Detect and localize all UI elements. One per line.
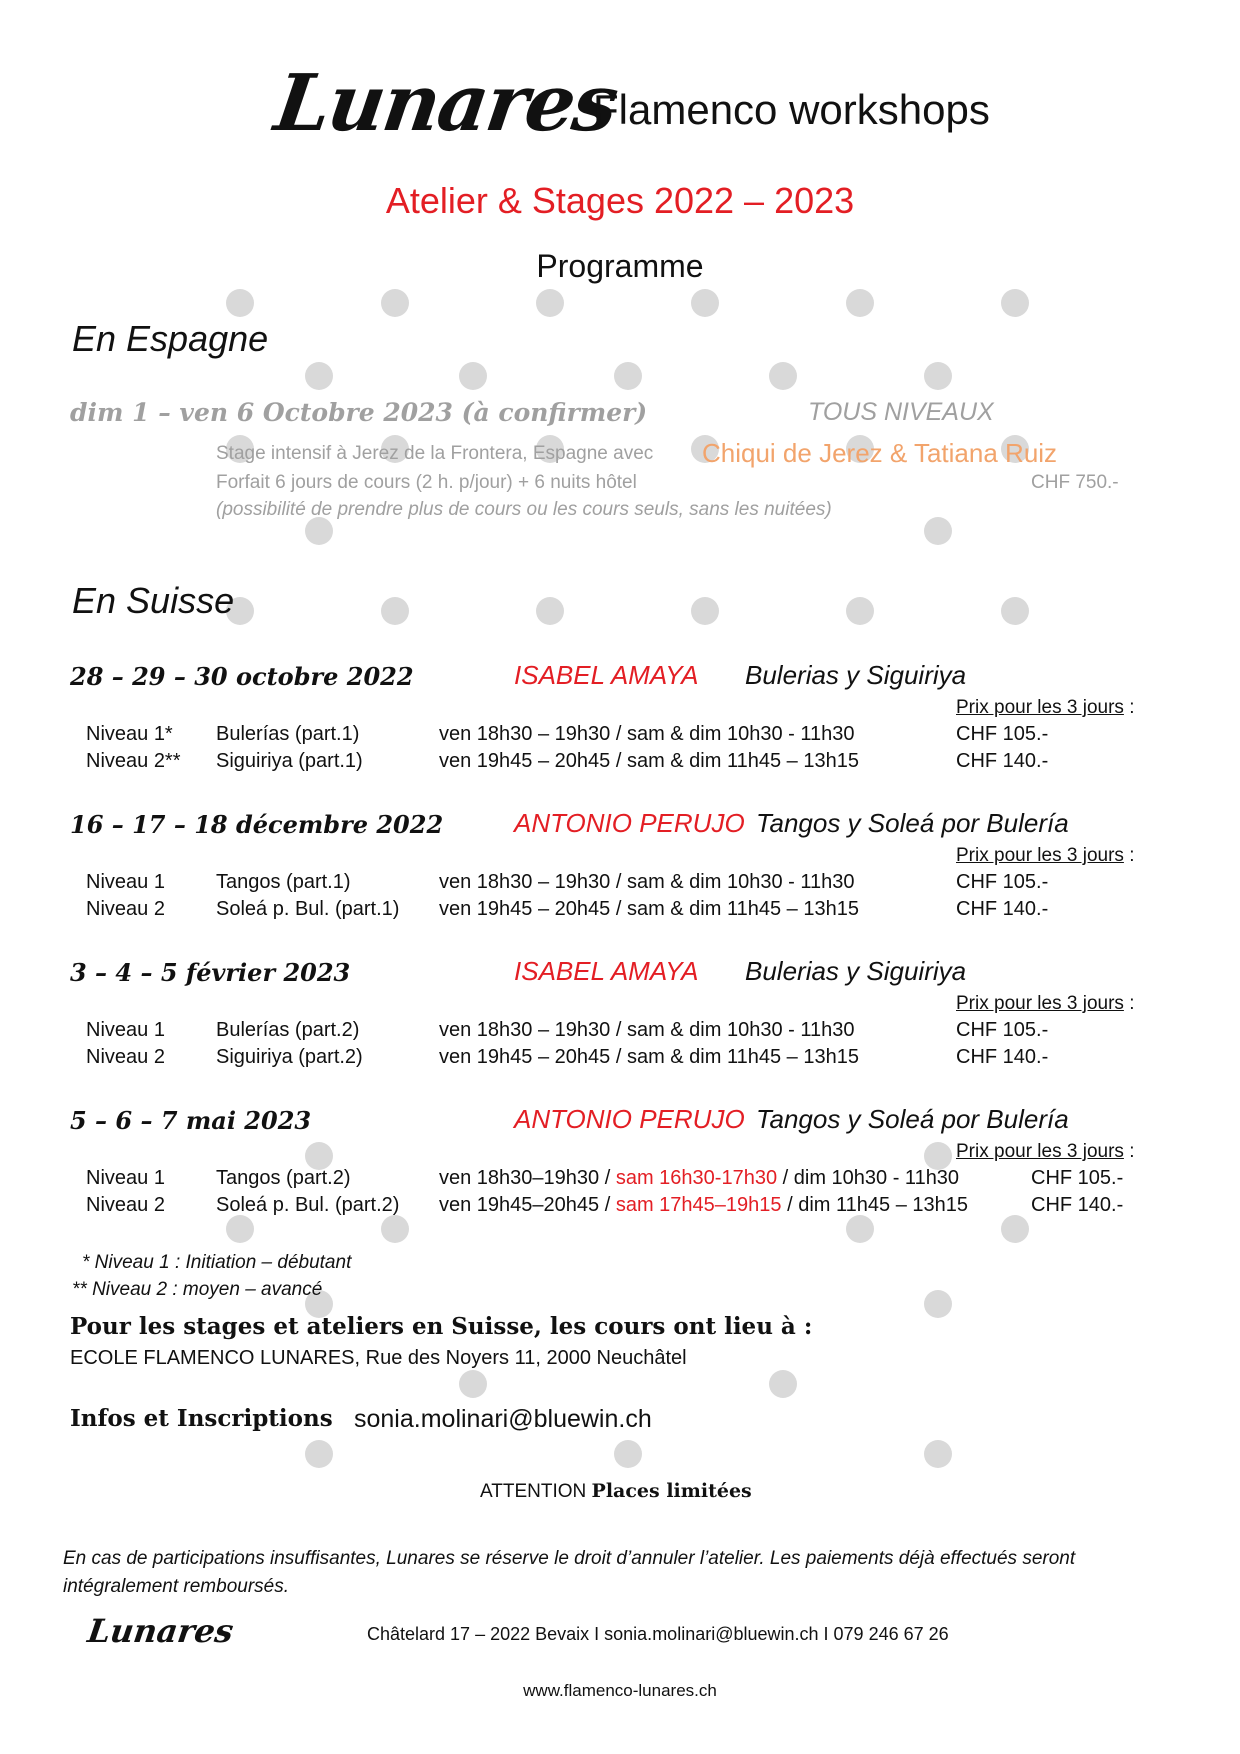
price-label: Prix pour les 3 jours :	[956, 1141, 1135, 1162]
table-cell-prix: CHF 140.-	[956, 750, 1049, 772]
event-artist: ISABEL AMAYA	[514, 956, 699, 986]
lunares-logo-small: Lunares	[85, 1612, 236, 1650]
price-label: Prix pour les 3 jours :	[956, 845, 1135, 866]
table-cell-cours: Siguiriya (part.2)	[216, 1046, 363, 1068]
spain-line3: (possibilité de prendre plus de cours ou les cours seuls, sans les nuitées)	[216, 499, 832, 520]
spain-line2: Forfait 6 jours de cours (2 h. p/jour) + 6 nuits hôtel	[216, 472, 637, 493]
table-cell-horaire: ven 19h45 – 20h45 / sam & dim 11h45 – 13h15	[439, 898, 859, 920]
event-artist: ISABEL AMAYA	[514, 660, 699, 690]
spain-date: dim 1 – ven 6 Octobre 2023 (à confirmer)	[70, 398, 648, 427]
location-address: ECOLE FLAMENCO LUNARES, Rue des Noyers 11, 2000 Neuchâtel	[70, 1347, 687, 1369]
event-date: 16 – 17 – 18 décembre 2022	[70, 810, 444, 839]
event-date: 5 – 6 – 7 mai 2023	[70, 1106, 312, 1135]
event-date: 28 – 29 – 30 octobre 2022	[70, 662, 414, 691]
table-cell-cours: Soleá p. Bul. (part.1)	[216, 898, 400, 920]
spain-level: TOUS NIVEAUX	[808, 398, 994, 426]
table-cell-cours: Bulerías (part.1)	[216, 723, 360, 745]
section-heading-suisse: En Suisse	[72, 580, 235, 621]
event-artist: ANTONIO PERUJO	[514, 1104, 745, 1134]
note-niveau-1: * Niveau 1 : Initiation – débutant	[82, 1252, 352, 1273]
spain-line1: Stage intensif à Jerez de la Frontera, Espagne avec	[216, 443, 654, 464]
table-cell-horaire: ven 19h45 – 20h45 / sam & dim 11h45 – 13h15	[439, 750, 859, 772]
subtitle: Flamenco workshops	[593, 86, 990, 133]
table-cell-prix: CHF 140.-	[956, 898, 1049, 920]
table-cell-prix: CHF 105.-	[956, 1019, 1049, 1041]
table-cell-cours: Bulerías (part.2)	[216, 1019, 360, 1041]
contact-email-link[interactable]: sonia.molinari@bluewin.ch	[354, 1405, 652, 1433]
event-title: Bulerias y Siguiriya	[745, 660, 967, 690]
table-cell-cours: Tangos (part.1)	[216, 871, 351, 893]
table-cell-niveau: Niveau 2	[86, 1194, 165, 1216]
table-cell-cours: Siguiriya (part.1)	[216, 750, 363, 772]
table-cell-horaire: ven 18h30 – 19h30 / sam & dim 10h30 - 11h30	[439, 723, 855, 745]
event-title: Tangos y Soleá por Bulería	[756, 1104, 1069, 1134]
footer-address: Châtelard 17 – 2022 Bevaix I sonia.molinari@bluewin.ch I 079 246 67 26	[367, 1624, 949, 1644]
table-cell-niveau: Niveau 2	[86, 898, 165, 920]
table-cell-horaire: ven 18h30–19h30 / sam 16h30-17h30 / dim 10h30 - 11h30	[439, 1167, 960, 1189]
table-cell-horaire: ven 19h45 – 20h45 / sam & dim 11h45 – 13h15	[439, 1046, 859, 1068]
table-cell-horaire: ven 18h30 – 19h30 / sam & dim 10h30 - 11h30	[439, 871, 855, 893]
table-cell-prix: CHF 105.-	[1031, 1167, 1124, 1189]
event-title: Bulerias y Siguiriya	[745, 956, 967, 986]
attention-line: ATTENTION Places limitées	[480, 1480, 752, 1502]
table-cell-horaire: ven 18h30 – 19h30 / sam & dim 10h30 - 11h30	[439, 1019, 855, 1041]
table-cell-prix: CHF 105.-	[956, 871, 1049, 893]
page-title: Atelier & Stages 2022 – 2023	[385, 180, 855, 221]
section-heading-espagne: En Espagne	[72, 318, 269, 359]
table-cell-prix: CHF 140.-	[956, 1046, 1049, 1068]
programme-heading: Programme	[536, 248, 704, 284]
event-artist: ANTONIO PERUJO	[514, 808, 745, 838]
table-cell-cours: Soleá p. Bul. (part.2)	[216, 1194, 400, 1216]
table-cell-prix: CHF 105.-	[956, 723, 1049, 745]
table-cell-prix: CHF 140.-	[1031, 1194, 1124, 1216]
note-niveau-2: ** Niveau 2 : moyen – avancé	[72, 1279, 323, 1300]
price-label: Prix pour les 3 jours :	[956, 993, 1135, 1014]
table-cell-niveau: Niveau 1	[86, 1167, 165, 1189]
spain-price: CHF 750.-	[1031, 472, 1119, 493]
table-cell-niveau: Niveau 1	[86, 871, 165, 893]
location-heading: Pour les stages et ateliers en Suisse, les cours ont lieu à :	[70, 1313, 813, 1340]
price-label: Prix pour les 3 jours :	[956, 697, 1135, 718]
table-cell-niveau: Niveau 1*	[86, 723, 173, 745]
contact-label: Infos et Inscriptions	[70, 1405, 333, 1432]
event-date: 3 – 4 – 5 février 2023	[70, 958, 351, 987]
lunares-logo: Lunares	[269, 58, 622, 149]
table-cell-niveau: Niveau 1	[86, 1019, 165, 1041]
table-cell-cours: Tangos (part.2)	[216, 1167, 351, 1189]
disclaimer: En cas de participations insuffisantes, Lunares se réserve le droit d’annuler l’atelier. Les paiements déjà effectués seront intégralement remboursés.	[63, 1548, 1076, 1597]
footer-website-link[interactable]: www.flamenco-lunares.ch	[523, 1681, 717, 1700]
event-title: Tangos y Soleá por Bulería	[756, 808, 1069, 838]
table-cell-niveau: Niveau 2	[86, 1046, 165, 1068]
table-cell-horaire: ven 19h45–20h45 / sam 17h45–19h15 / dim 11h45 – 13h15	[439, 1194, 968, 1216]
table-cell-niveau: Niveau 2**	[86, 750, 181, 772]
spain-artists: Chiqui de Jerez & Tatiana Ruiz	[702, 438, 1058, 468]
